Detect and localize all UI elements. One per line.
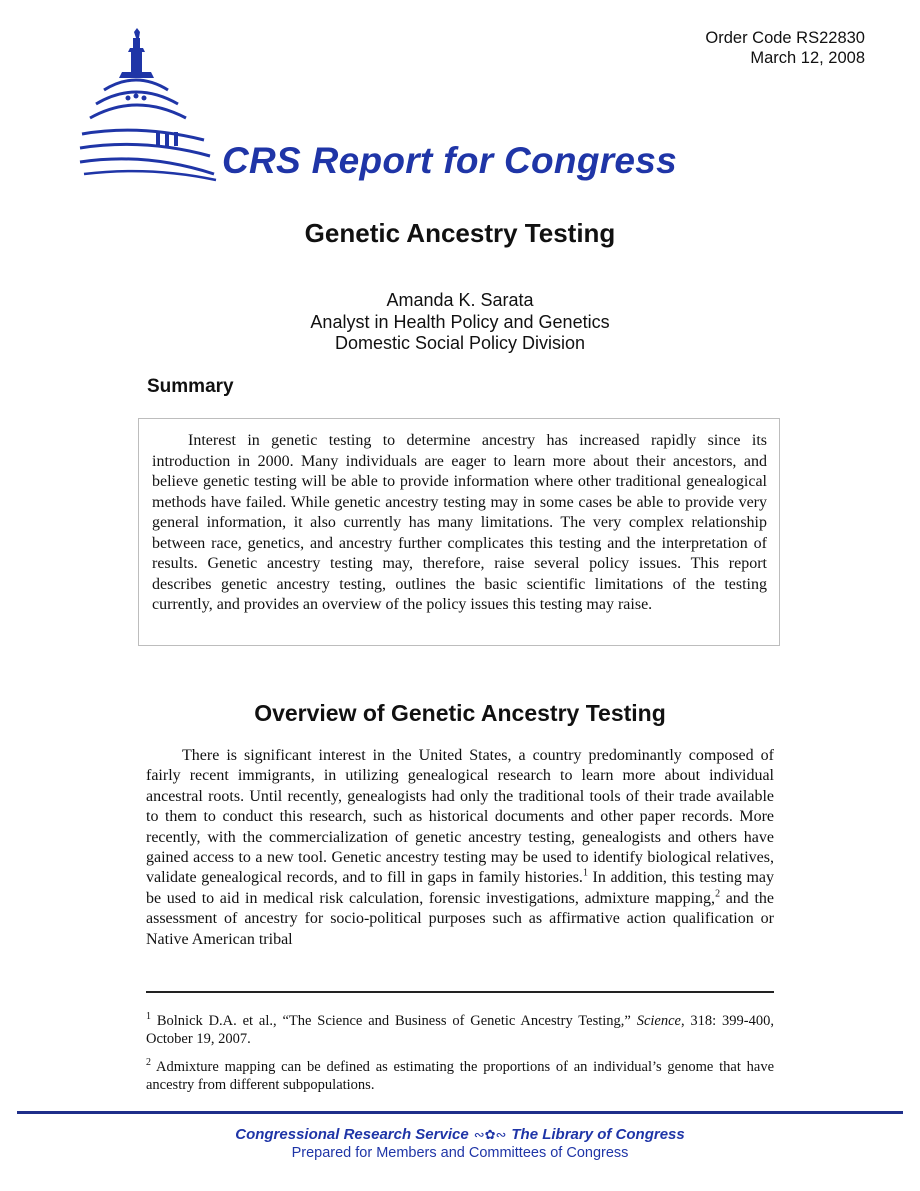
order-info (705, 28, 865, 68)
summary-text: Interest in genetic testing to determine ancestry has increased rapidly since its introduction in 2000. Many individuals are eager to learn more about their ancestors, and believe genetic testing will be able to provide information where other traditional genealogical methods have failed. While genetic ancestry testing may in some cases be able to provide very general information, it also currently has many limitations. The very complex relationship between race, genetics, and ancestry further complicates this testing and the interpretation of results. Genetic ancestry testing may, therefore, raise several policy issues. This report describes genetic ancestry testing, outlines the basic scientific limitations of the testing currently, and provides an overview of the policy issues this testing may raise. (152, 432, 767, 613)
author-block (0, 290, 920, 355)
author-name: Amanda K. Sarata (386, 290, 534, 310)
para-text-1: There is significant interest in the United States, a country predominantly composed of fairly recent immigrants, in utilizing genealogical research to learn more about individual ancestral roots. Until recently, genealogists had only the traditional tools of their trade available to them to conduct this research, such as historical documents and other paper records. More recently, with the commercialization of genetic ancestry testing, genealogists and others have gained access to a new tool. Genetic ancestry testing may be used to identify biological relatives, validate genealogical records, and to fill in gaps in family histories. (146, 747, 774, 887)
footer-prepared: Prepared for Members and Committees of Congress (291, 1145, 629, 1161)
footer-divider (17, 1111, 903, 1114)
report-series-title: CRS Report for Congress (222, 140, 678, 181)
summary-box (138, 418, 780, 646)
footnote-ref-2[interactable]: 2 (715, 888, 721, 900)
footer-organization (0, 1126, 920, 1143)
page-title: Genetic Ancestry Testing (304, 218, 616, 248)
para-text-3: and the assessment of ancestry for socio-political purposes such as affirmative action qualification or Native American tribal (146, 889, 774, 948)
footnote-divider (146, 991, 774, 993)
para-text-2: In addition, this testing may be used to aid in medical risk calculation, forensic investigations, admixture mapping, (146, 869, 775, 907)
footnote-ref-1[interactable]: 1 (582, 868, 588, 880)
ornament-icon: ∾✿∾ (473, 1127, 507, 1142)
report-date: March 12, 2008 (750, 49, 865, 67)
footnote-number-2: 2 (146, 1057, 151, 1069)
author-division: Domestic Social Policy Division (334, 333, 586, 353)
footnote-2-text: Admixture mapping can be defined as estimating the proportions of an individual’s genome that have ancestry from different subpopulations. (146, 1059, 774, 1093)
footnote-1 (146, 1012, 774, 1048)
section-heading: Overview of Genetic Ancestry Testing (254, 700, 666, 726)
author-position: Analyst in Health Policy and Genetics (310, 311, 610, 332)
body-paragraph (146, 746, 774, 950)
footnote-1-text-b: , 318: 399-400, October 19, 2007. (146, 1013, 774, 1047)
order-code: Order Code RS22830 (705, 29, 865, 47)
footer-crs: Congressional Research Service (235, 1126, 469, 1143)
summary-heading: Summary (147, 376, 234, 397)
footnote-number-1: 1 (146, 1011, 151, 1023)
footnote-2 (146, 1058, 774, 1094)
footer-library: The Library of Congress (511, 1126, 685, 1143)
footnote-1-journal: Science (636, 1013, 681, 1029)
footnote-1-text-a: Bolnick D.A. et al., “The Science and Business of Genetic Ancestry Testing,” (151, 1013, 637, 1029)
